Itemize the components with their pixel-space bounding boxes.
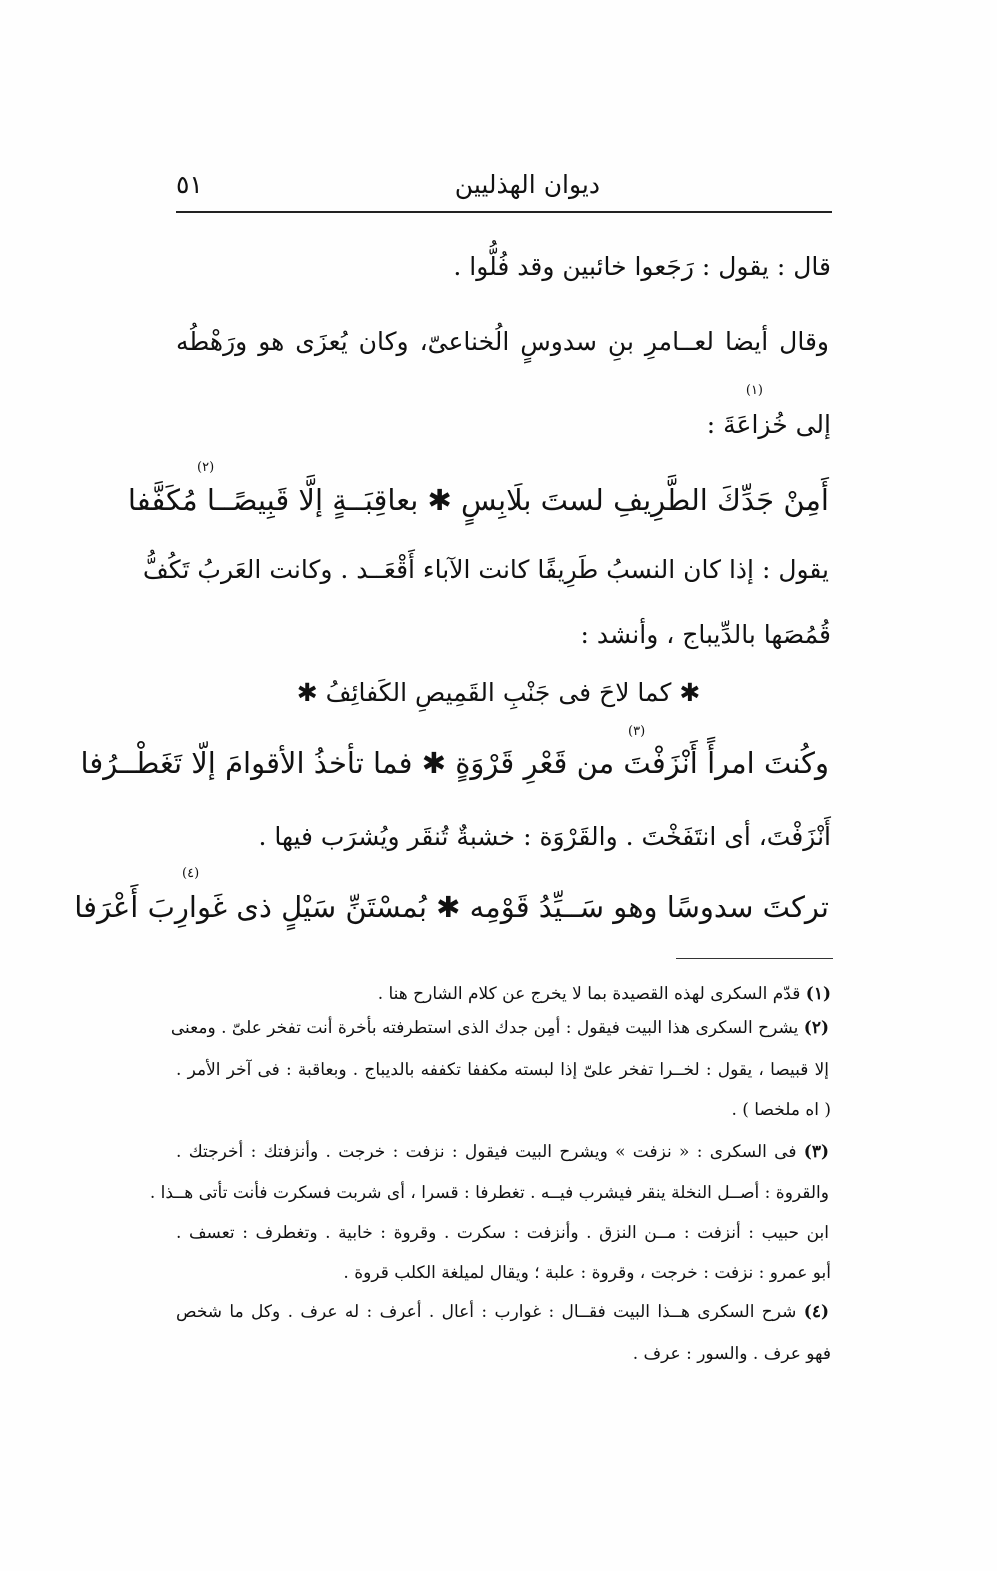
verse-3: تركتَ سدوسًا وهو سَــيِّدُ قَوْمِه ✱ بُمسْتَنِّ سَيْلٍ ذى غَوارِبَ أَعْرَفا: [74, 890, 829, 924]
footnote-3-cont: أبو عمرو : نزفت : خرجت ، وقروة : علبة ؛ ويقال لميلغة الكلب قروة .: [343, 1263, 831, 1283]
footnote-ref-3: (٣): [628, 724, 646, 739]
page-number: ٥١: [176, 170, 203, 199]
footnote-text: يشرح السكرى هذا البيت فيقول : أمِن جدك الذى استطرفته بأخرة أنت تفخر علىّ . ومعنى: [170, 1018, 799, 1038]
running-header: [176, 170, 832, 210]
footnote-text: فى السكرى : « نزفت » ويشرح البيت فيقول : نزفت : خرجت . وأنزفتك : أخرجتك .: [176, 1142, 797, 1162]
footnote-1: [378, 984, 831, 1004]
commentary-line: يقول : إذا كان النسبُ طَرِيفًا كانت الآباء أَقْعَــد . وكانت العَربُ تَكُفُّ: [142, 555, 829, 584]
quoted-hemistich: ✱ كما لاحَ فى جَنْبِ القَمِيصِ الكَفائِفُ ✱: [296, 678, 701, 707]
footnote-3-cont: ابن حبيب : أنزفت : مــن النزق . وأنزفت : سكرت . وقروة : خابية . وتغطرف : تعسف .: [176, 1223, 829, 1243]
footnote-text: قدّم السكرى لهذه القصيدة بما لا يخرج عن كلام الشارح هنا .: [377, 984, 801, 1004]
footnote-2: [170, 1018, 829, 1038]
footnote-4: [176, 1302, 829, 1322]
footnote-text: شرح السكرى هــذا البيت فقــال : غوارب : أعال . أعرف : له عرف . وكل ما شخص: [176, 1302, 797, 1322]
footnote-2-cont: إلا قبيصا ، يقول : لخــرا تفخر علىّ إذا لبسته مكففا تكففه بالديباج . وبعاقبة : فى آخر الأمر .: [176, 1060, 830, 1080]
intro-line-end: إلى خُزاعَةَ :: [706, 410, 831, 439]
footnote-3-cont: والقروة : أصــل النخلة ينقر فيشرب فيــه . تغطرفا : قسرا ، أى شربت فسكرت فأنت تأتى هــذا .: [149, 1183, 829, 1203]
footnote-ref-1: (١): [745, 383, 763, 398]
footnote-4-cont: فهو عرف . والسور : عرف .: [632, 1344, 831, 1364]
footnote-number: (١): [805, 984, 831, 1004]
commentary-line: أَنْزَفْتَ، أى انتَفَخْتَ . والقَرْوَة : خشبةٌ تُنقَر ويُشرَب فيها .: [258, 822, 831, 851]
footnote-number: (٤): [803, 1302, 829, 1322]
header-rule: [176, 211, 832, 213]
intro-line: وقال أيضا لعــامرِ بنِ سدوسٍ الُخناعىّ، وكان يُعزَى هو ورَهْطُه: [176, 327, 829, 356]
verse-1: أَمِنْ جَدِّكَ الطَّرِيفِ لستَ بلَابِسٍ ✱ بعاقِبَــةٍ إلَّا قَبِيصًــا مُكَفَّفا: [127, 483, 829, 517]
footnote-rule: [676, 958, 833, 959]
footnote-number: (٣): [803, 1142, 829, 1162]
footnote-2-cont: ( اه ملخصا ) .: [731, 1100, 831, 1120]
footnote-number: (٢): [803, 1018, 829, 1038]
book-title: ديوان الهذليين: [454, 170, 600, 199]
commentary-line: قال : يقول : رَجَعوا خائبين وقد فُلُّوا .: [453, 252, 831, 281]
footnote-3: [176, 1142, 829, 1162]
footnote-ref-2: (٢): [197, 460, 215, 475]
verse-2: وكُنتَ امرأً أَنْزَفْتَ من قَعْرِ قَرْوَةٍ ✱ فما تأخذُ الأقوامَ إلّا تَغَطْــرُفا: [80, 746, 829, 780]
commentary-line: قُمُصَها بالدِّيباج ، وأنشد :: [580, 620, 831, 649]
footnote-ref-4: (٤): [182, 866, 200, 881]
